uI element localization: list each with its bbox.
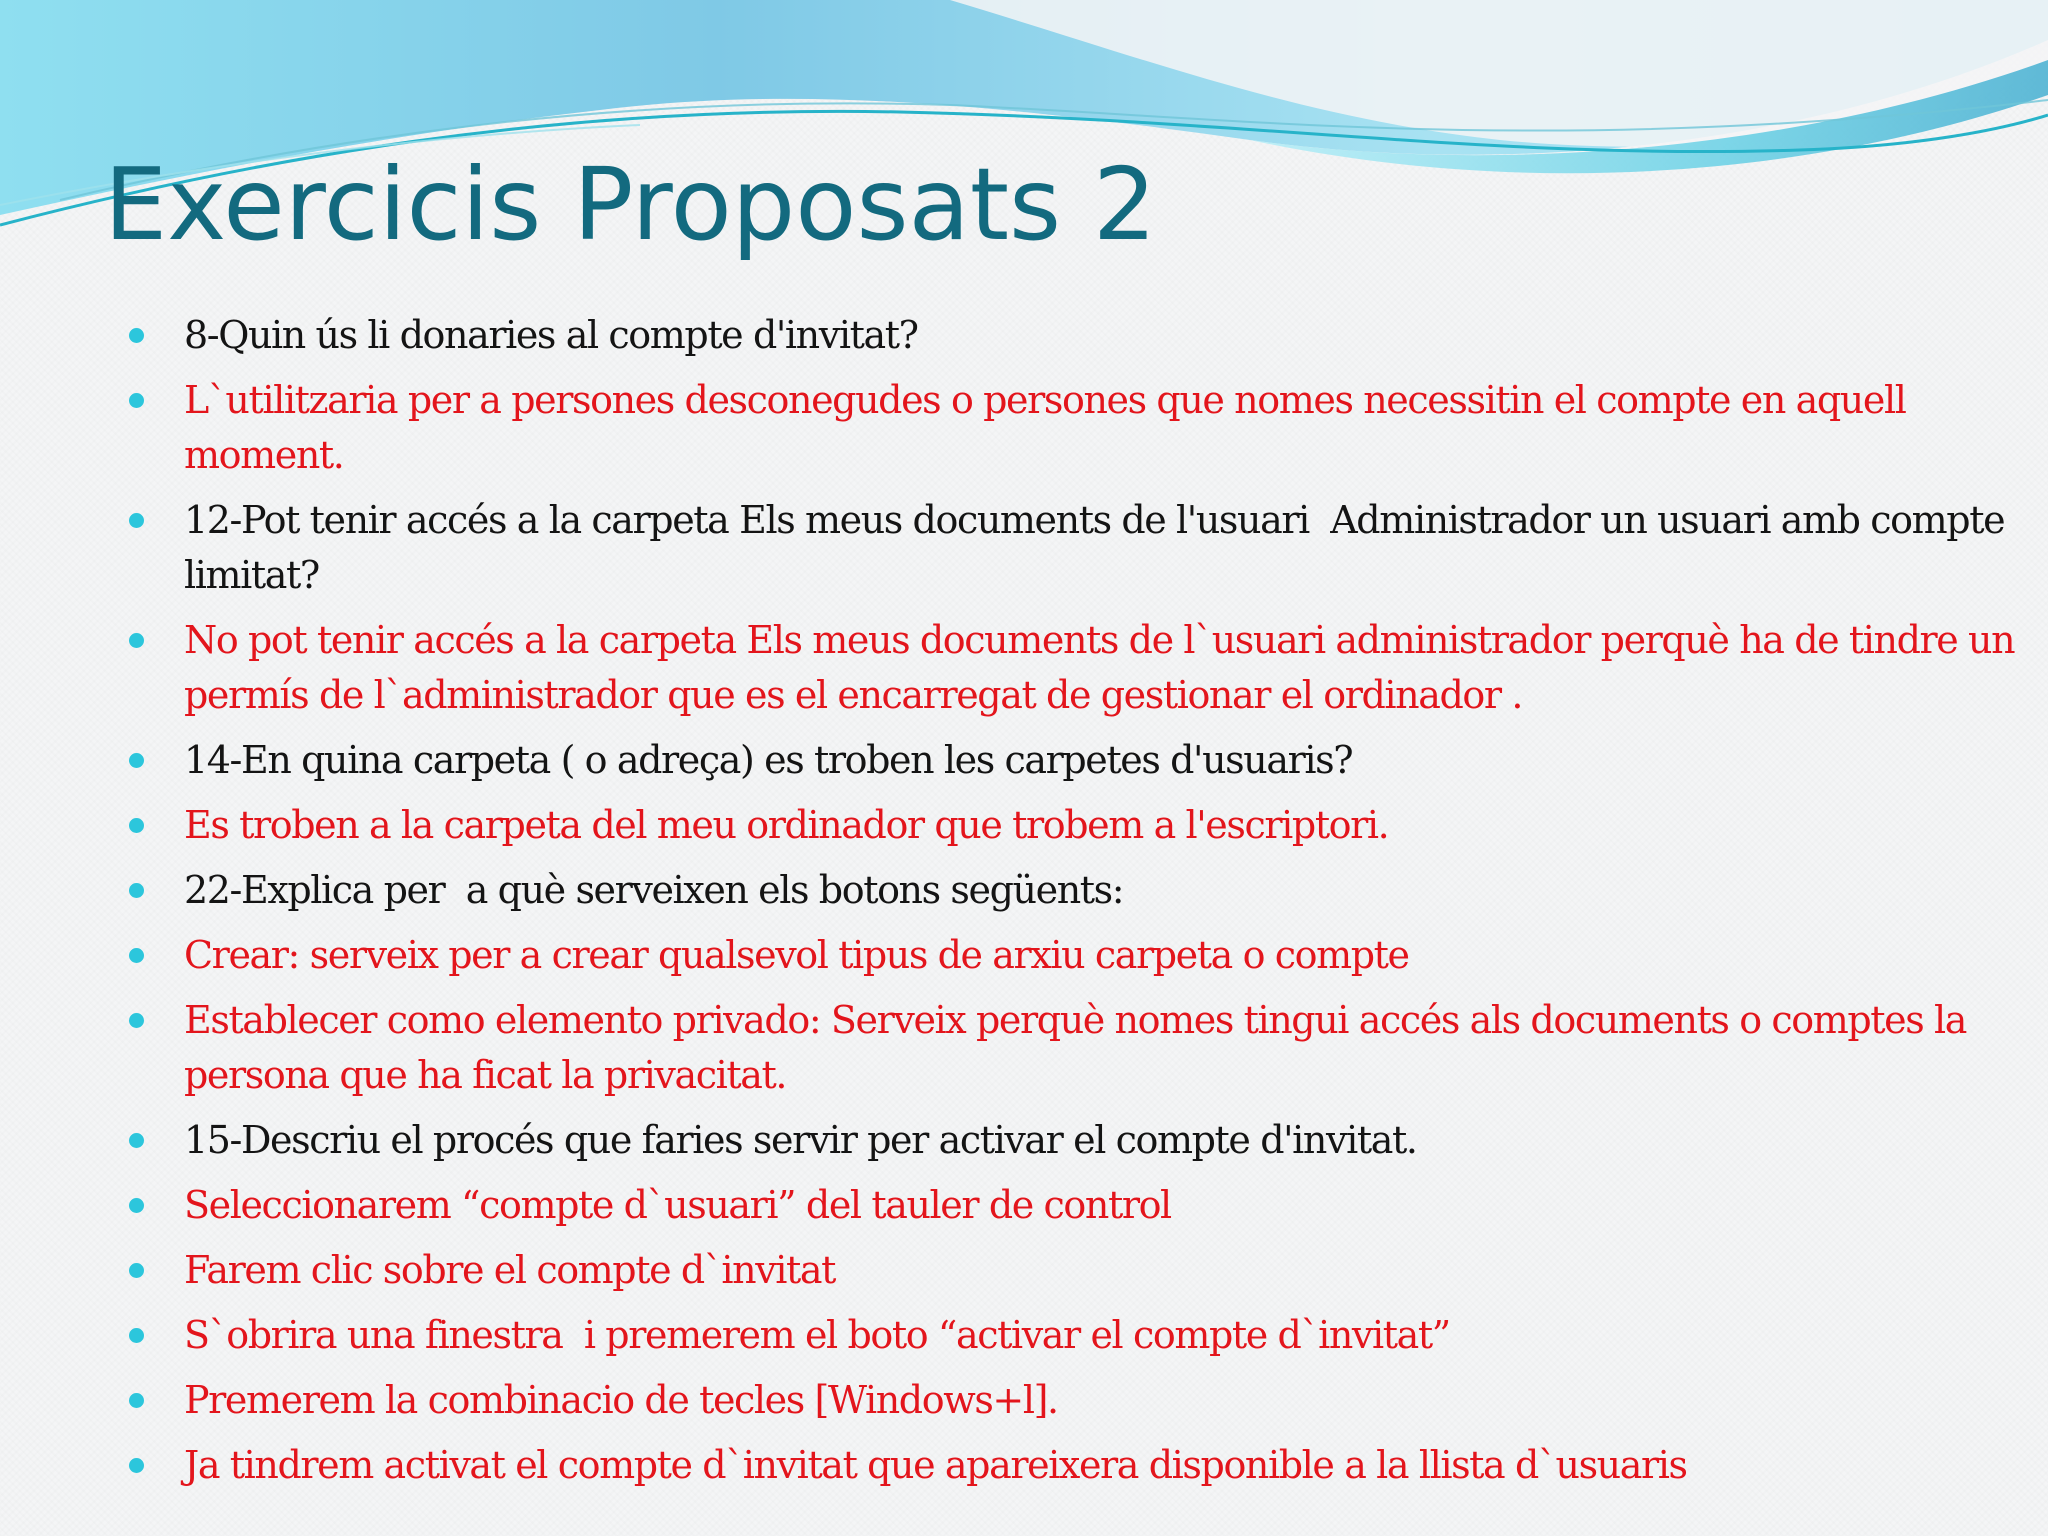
bullet-text: Seleccionarem “compte d`usuari” del tauler de control: [184, 1183, 1171, 1227]
bullet-icon: [129, 1198, 144, 1213]
answer-bullet: [120, 993, 2020, 1103]
bullet-icon: [129, 513, 144, 528]
bullet-text: Es troben a la carpeta del meu ordinador que trobem a l'escriptori.: [184, 803, 1389, 847]
bullet-icon: [129, 1393, 144, 1408]
bullet-text: 15-Descriu el procés que faries servir per activar el compte d'invitat.: [184, 1118, 1417, 1162]
question-bullet: [120, 1113, 2020, 1168]
bullet-icon: [129, 1328, 144, 1343]
bullet-icon: [129, 1458, 144, 1473]
answer-bullet: [120, 1308, 2020, 1363]
bullet-text: Ja tindrem activat el compte d`invitat que apareixera disponible a la llista d`usuaris: [184, 1443, 1687, 1487]
answer-bullet: [120, 1243, 2020, 1298]
answer-bullet: [120, 1178, 2020, 1233]
bullet-icon: [129, 1263, 144, 1278]
answer-bullet: [120, 1373, 2020, 1428]
bullet-text: S`obrira una finestra i premerem el boto “activar el compte d`invitat”: [184, 1313, 1450, 1357]
bullet-text: L`utilitzaria per a persones desconegudes o persones que nomes necessitin el compte en aquell moment.: [184, 378, 1917, 477]
bullet-text: Establecer como elemento privado: Serveix perquè nomes tingui accés als documents o comptes la persona que ha ficat la privacitat.: [184, 998, 1977, 1097]
slide-title: Exercicis Proposats 2: [104, 146, 1157, 263]
answer-bullet: [120, 373, 2020, 483]
bullet-text: Premerem la combinacio de tecles [Windows+l].: [184, 1378, 1058, 1422]
answer-bullet: [120, 928, 2020, 983]
answer-bullet: [120, 1438, 2020, 1493]
bullet-icon: [129, 393, 144, 408]
bullet-icon: [129, 818, 144, 833]
bullet-icon: [129, 328, 144, 343]
bullet-text: No pot tenir accés a la carpeta Els meus documents de l`usuari administrador perquè ha de tindre un permís de l`administrador que es el encarregat de gestionar el ordinador .: [184, 618, 2025, 717]
bullet-icon: [129, 1013, 144, 1028]
question-bullet: [120, 733, 2020, 788]
bullet-text: 22-Explica per a què serveixen els botons següents:: [184, 868, 1124, 912]
answer-bullet: [120, 798, 2020, 853]
bullet-icon: [129, 883, 144, 898]
bullet-text: 12-Pot tenir accés a la carpeta Els meus documents de l'usuari Administrador un usuari amb compte limitat?: [184, 498, 2015, 597]
question-bullet: [120, 863, 2020, 918]
bullet-text: Farem clic sobre el compte d`invitat: [184, 1248, 836, 1292]
bullet-list: [120, 308, 2025, 1503]
bullet-icon: [129, 948, 144, 963]
answer-bullet: [120, 613, 2025, 723]
question-bullet: [120, 308, 2020, 363]
bullet-text: 14-En quina carpeta ( o adreça) es troben les carpetes d'usuaris?: [184, 738, 1353, 782]
bullet-text: 8-Quin ús li donaries al compte d'invitat?: [184, 313, 918, 357]
question-bullet: [120, 493, 2020, 603]
bullet-icon: [129, 1133, 144, 1148]
bullet-text: Crear: serveix per a crear qualsevol tipus de arxiu carpeta o compte: [184, 933, 1409, 977]
bullet-icon: [129, 753, 144, 768]
bullet-icon: [129, 633, 144, 648]
